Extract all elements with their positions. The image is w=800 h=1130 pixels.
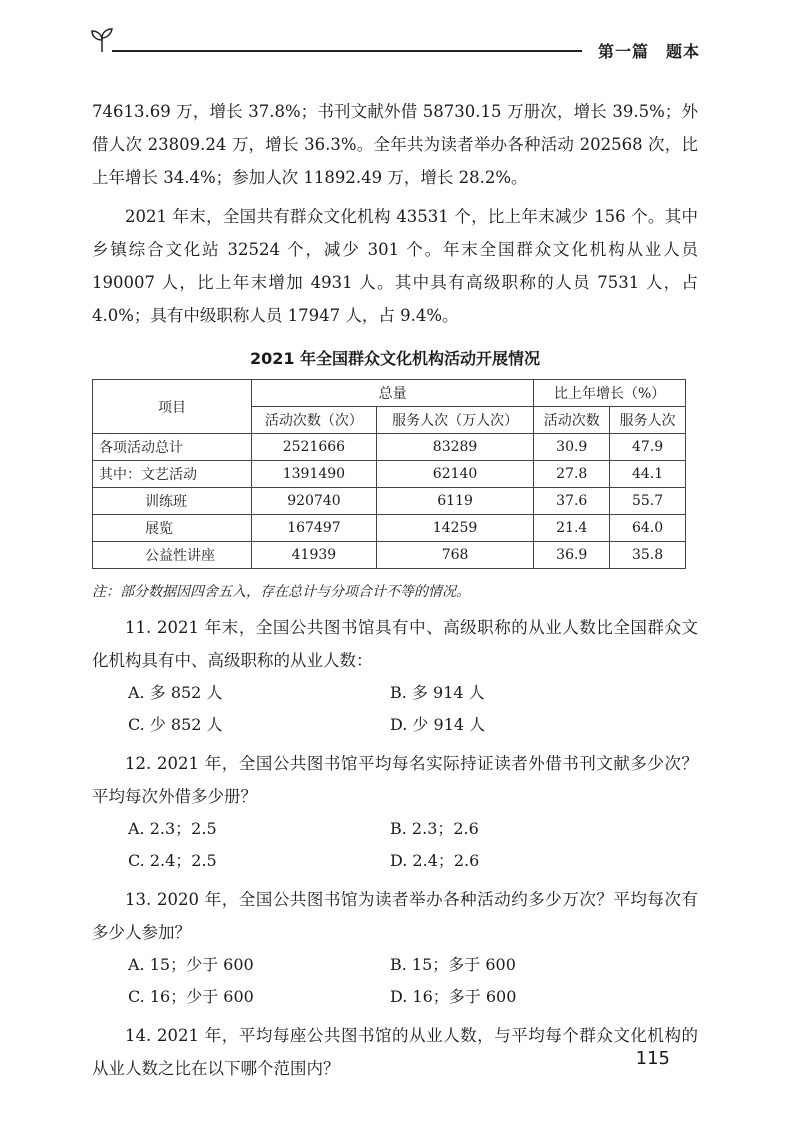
- row-label: 各项活动总计: [93, 434, 252, 461]
- question-13: [92, 883, 698, 1013]
- cell-activities: 920740: [252, 488, 377, 515]
- option-d[interactable]: D. 2.4；2.6: [390, 851, 480, 870]
- header-rule: [112, 50, 582, 52]
- option-a[interactable]: A. 多 852 人: [128, 683, 223, 702]
- option-d[interactable]: D. 16；多于 600: [390, 987, 517, 1006]
- cell-activity-growth: 27.8: [534, 461, 610, 488]
- paragraph: 74613.69 万，增长 37.8%；书刊文献外借 58730.15 万册次，增长 39.5%；外借人次 23809.24 万，增长 36.3%。全年共为读者举办各种活动 202568 次，比上年增长 34.4%；参加人次 11892.49 万，增长 28.2%。: [92, 102, 698, 187]
- table-row: [93, 488, 686, 515]
- question-options: [92, 813, 698, 877]
- cell-visit-growth: 64.0: [610, 515, 686, 542]
- question-text: 11. 2021 年末，全国公共图书馆具有中、高级职称的从业人数比全国群众文化机构具有中、高级职称的从业人数：: [92, 618, 698, 670]
- cell-activity-growth: 30.9: [534, 434, 610, 461]
- table-subheader: 服务人次: [610, 407, 686, 434]
- cell-visits: 6119: [376, 488, 534, 515]
- table-row: [93, 542, 686, 569]
- table-header-item: 项目: [93, 380, 252, 434]
- option-b[interactable]: B. 15；多于 600: [390, 955, 516, 974]
- option-d[interactable]: D. 少 914 人: [390, 715, 486, 734]
- question-14: [92, 1019, 698, 1085]
- question-options: [92, 949, 698, 1013]
- question-12: [92, 747, 698, 877]
- cell-visits: 14259: [376, 515, 534, 542]
- cell-activities: 41939: [252, 542, 377, 569]
- table-subheader: 服务人次（万人次）: [376, 407, 534, 434]
- table-header-growth: 比上年增长（%）: [534, 380, 686, 407]
- cell-activities: 167497: [252, 515, 377, 542]
- table-row: [93, 515, 686, 542]
- cell-visits: 768: [376, 542, 534, 569]
- cell-visit-growth: 55.7: [610, 488, 686, 515]
- table-subheader: 活动次数（次）: [252, 407, 377, 434]
- table-row: [93, 434, 686, 461]
- question-text: 13. 2020 年，全国公共图书馆为读者举办各种活动约多少万次？平均每次有多少人参加？: [92, 890, 698, 942]
- header-title: 第一篇 题本: [598, 42, 701, 61]
- row-label: 展览: [93, 515, 252, 542]
- table-row: [93, 461, 686, 488]
- table-note: 注：部分数据因四舍五入，存在总计与分项合计不等的情况。: [92, 584, 470, 600]
- cell-visit-growth: 47.9: [610, 434, 686, 461]
- question-text: 14. 2021 年，平均每座公共图书馆的从业人数，与平均每个群众文化机构的从业人数之比在以下哪个范围内？: [92, 1026, 698, 1078]
- option-c[interactable]: C. 16；少于 600: [128, 987, 254, 1006]
- option-c[interactable]: C. 2.4；2.5: [128, 851, 217, 870]
- question-options: [92, 677, 698, 741]
- row-label: 其中：文艺活动: [93, 461, 252, 488]
- option-c[interactable]: C. 少 852 人: [128, 715, 223, 734]
- paragraph: 2021 年末，全国共有群众文化机构 43531 个，比上年末减少 156 个。其中乡镇综合文化站 32524 个，减少 301 个。年末全国群众文化机构从业人员 190007 人，比上年末增加 4931 人。其中具有高级职称的人员 7531 人，占 4.0%；具有中级职称人员 17947 人，占 9.4%。: [92, 207, 698, 325]
- cell-visits: 62140: [376, 461, 534, 488]
- row-label: 公益性讲座: [93, 542, 252, 569]
- cell-activity-growth: 37.6: [534, 488, 610, 515]
- page-number: 115: [635, 1048, 670, 1069]
- cell-activity-growth: 36.9: [534, 542, 610, 569]
- cell-visit-growth: 35.8: [610, 542, 686, 569]
- cell-visit-growth: 44.1: [610, 461, 686, 488]
- page-header: [0, 0, 800, 80]
- cell-activity-growth: 21.4: [534, 515, 610, 542]
- option-a[interactable]: A. 2.3；2.5: [128, 819, 217, 838]
- table-subheader: 活动次数: [534, 407, 610, 434]
- row-label: 训练班: [93, 488, 252, 515]
- table-header-total: 总量: [252, 380, 534, 407]
- activity-table: [92, 379, 686, 569]
- table-title: 2021 年全国群众文化机构活动开展情况: [249, 349, 541, 368]
- option-a[interactable]: A. 15；少于 600: [128, 955, 254, 974]
- question-11: [92, 611, 698, 741]
- cell-visits: 83289: [376, 434, 534, 461]
- question-text: 12. 2021 年，全国公共图书馆平均每名实际持证读者外借书刊文献多少次？平均每次外借多少册？: [92, 754, 698, 806]
- option-b[interactable]: B. 多 914 人: [390, 683, 485, 702]
- cell-activities: 1391490: [252, 461, 377, 488]
- option-b[interactable]: B. 2.3；2.6: [390, 819, 479, 838]
- page-content: [92, 95, 698, 1085]
- cell-activities: 2521666: [252, 434, 377, 461]
